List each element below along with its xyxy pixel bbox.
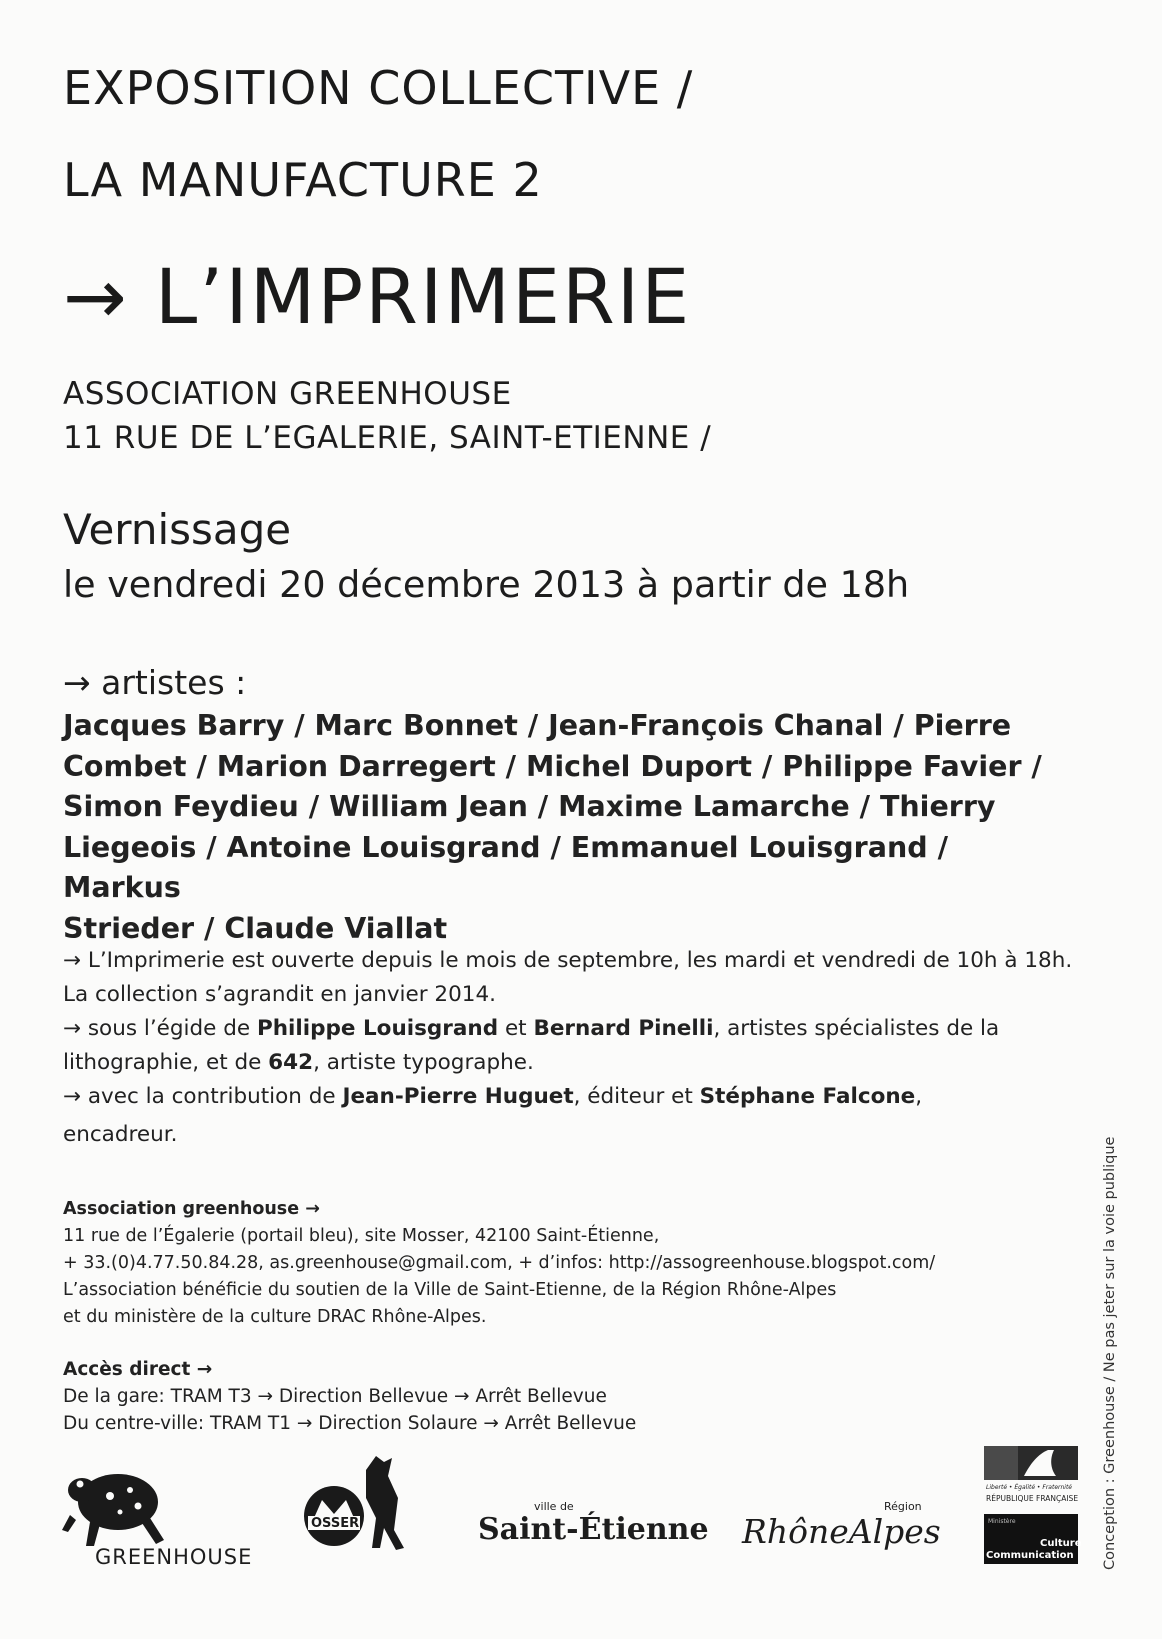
- info-text: → sous l’égide de: [63, 1016, 257, 1041]
- association-line: + 33.(0)4.77.50.84.28, as.greenhouse@gmail.com, + d’infos: http://assogreenhouse.blogspot.com/: [63, 1253, 936, 1273]
- rhone-alpes-small-text: Région: [884, 1500, 922, 1513]
- artists-list: [63, 706, 1053, 949]
- info-name: Philippe Louisgrand: [256, 1016, 499, 1041]
- conception-note: Conception : Greenhouse / Ne pas jeter sur la voie publique: [1102, 1136, 1118, 1570]
- info-opening-hours: → L’Imprimerie est ouverte depuis le mois de septembre, les mardi et vendredi de 10h à 18h. La collection s’agrandit en janvier 2014.: [63, 948, 1073, 1007]
- access-line: Du centre-ville: TRAM T1 → Direction Solaure → Arrêt Bellevue: [63, 1413, 637, 1434]
- artists-line: Combet / Marion Darregert / Michel Duport / Philippe Favier /: [63, 749, 1042, 783]
- culture-line1-text: Culture: [1040, 1538, 1082, 1549]
- info-text: et: [498, 1016, 534, 1041]
- title-line-1: EXPOSITION COLLECTIVE /: [63, 61, 694, 115]
- venue-name: ASSOCIATION GREENHOUSE: [63, 376, 512, 412]
- culture-small-text: Ministère: [988, 1518, 1016, 1525]
- info-name: Stéphane Falcone: [699, 1084, 916, 1109]
- access-block: [63, 1356, 963, 1437]
- venue-address: 11 RUE DE L’EGALERIE, SAINT-ETIENNE /: [63, 420, 712, 456]
- title-line-2: LA MANUFACTURE 2: [63, 153, 543, 207]
- association-line: L’association bénéficie du soutien de la Ville de Saint-Etienne, de la Région Rhône-Alpes: [63, 1280, 837, 1300]
- info-text: ,: [915, 1084, 923, 1109]
- info-patronage: [63, 1012, 1083, 1080]
- association-block: [63, 1196, 1043, 1331]
- artists-line: Liegeois / Antoine Louisgrand / Emmanuel Louisgrand / Markus: [63, 830, 948, 904]
- association-heading: Association greenhouse →: [63, 1199, 320, 1219]
- rhone-alpes-logo-text: RhôneAlpes: [742, 1512, 941, 1551]
- association-line: 11 rue de l’Égalerie (portail bleu), site Mosser, 42100 Saint-Étienne,: [63, 1226, 660, 1246]
- access-line: De la gare: TRAM T3 → Direction Bellevue → Arrêt Bellevue: [63, 1386, 607, 1407]
- info-text: , artistes spécialistes de la lithographie, et de: [63, 1016, 1000, 1075]
- association-line: et du ministère de la culture DRAC Rhône-Alpes.: [63, 1307, 487, 1327]
- artists-line: Simon Feydieu / William Jean / Maxime Lamarche / Thierry: [63, 790, 996, 823]
- mosser-goat-icon: [300, 1448, 420, 1558]
- rf-motto-text: Liberté • Égalité • Fraternité: [986, 1484, 1073, 1491]
- artists-line: Jacques Barry / Marc Bonnet / Jean-François Chanal / Pierre: [63, 709, 1012, 742]
- info-block: [63, 944, 1083, 1152]
- vernissage-date: le vendredi 20 décembre 2013 à partir de 18h: [63, 563, 910, 606]
- info-name: Jean-Pierre Huguet: [342, 1084, 574, 1109]
- saint-etienne-small-text: ville de: [534, 1500, 574, 1513]
- culture-line2-text: Communication: [986, 1550, 1074, 1561]
- info-text: , artiste typographe.: [313, 1050, 534, 1075]
- marianne-icon: [984, 1446, 1078, 1480]
- info-text: , éditeur et: [573, 1084, 700, 1109]
- info-contribution-end: encadreur.: [63, 1122, 178, 1147]
- artists-heading: → artistes :: [63, 663, 247, 702]
- info-contribution: [63, 1080, 1083, 1114]
- saint-etienne-logo-text: Saint-Étienne: [478, 1512, 709, 1547]
- info-name: 642: [268, 1050, 314, 1075]
- info-name: Bernard Pinelli: [533, 1016, 714, 1041]
- greenhouse-logo-text: GREENHOUSE: [95, 1545, 253, 1569]
- access-heading: Accès direct →: [63, 1359, 213, 1380]
- main-title: → L’IMPRIMERIE: [63, 252, 692, 341]
- rf-name-text: RÉPUBLIQUE FRANÇAISE: [986, 1494, 1079, 1503]
- info-text: → avec la contribution de: [63, 1084, 343, 1109]
- mosser-logo-text: OSSER: [311, 1516, 360, 1531]
- artists-line: Strieder / Claude Viallat: [63, 911, 448, 945]
- vernissage-label: Vernissage: [63, 505, 292, 554]
